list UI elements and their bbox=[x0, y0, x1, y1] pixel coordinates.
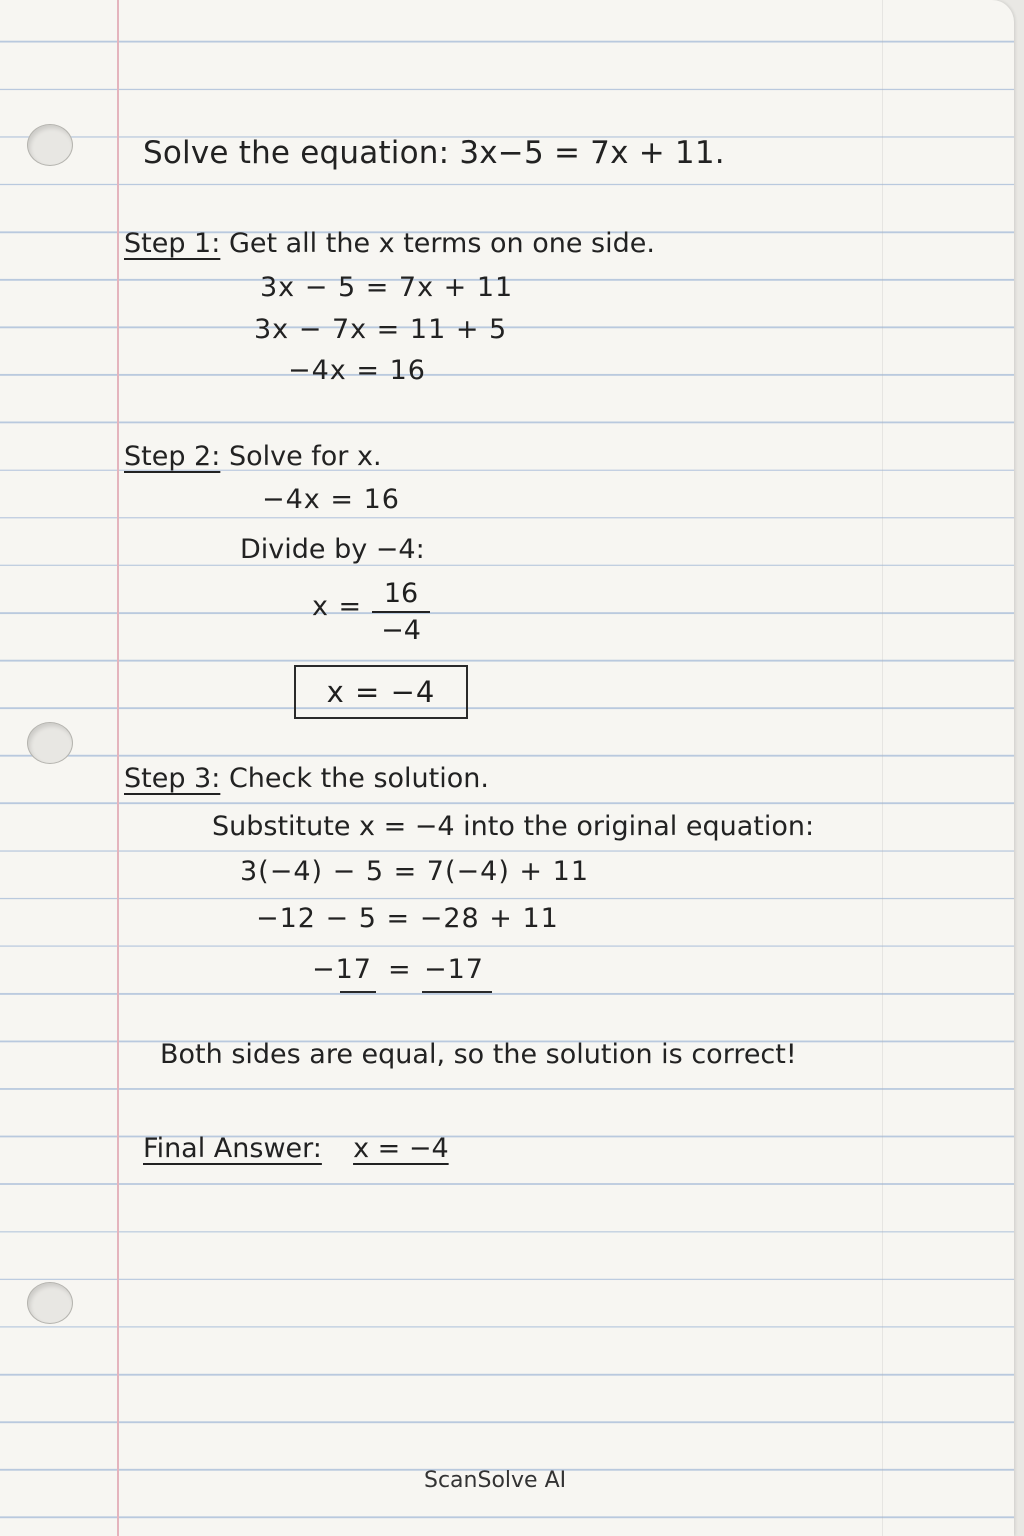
step1-line-2: 3x − 7x = 11 + 5 bbox=[254, 314, 508, 345]
check-equals: = bbox=[388, 954, 412, 985]
conclusion-text: Both sides are equal, so the solution is correct! bbox=[160, 1039, 797, 1070]
step2-line-1: −4x = 16 bbox=[262, 484, 400, 515]
substitute-instruction: Substitute x = −4 into the original equation: bbox=[212, 811, 815, 842]
fraction-bar bbox=[372, 611, 430, 613]
step3-heading bbox=[124, 765, 489, 792]
step1-line-1: 3x − 5 = 7x + 11 bbox=[260, 272, 514, 303]
final-answer-value: x = −4 bbox=[353, 1133, 449, 1164]
step1-heading bbox=[124, 230, 655, 257]
boxed-answer: x = −4 bbox=[294, 665, 468, 719]
binder-hole-top bbox=[27, 124, 73, 166]
check-left-underline bbox=[340, 991, 376, 993]
fraction-numerator: 16 bbox=[383, 578, 419, 609]
check-right-value: −17 bbox=[424, 954, 484, 985]
step3-line-2: −12 − 5 = −28 + 11 bbox=[256, 903, 559, 934]
final-answer bbox=[143, 1135, 449, 1162]
check-left-value: −17 bbox=[312, 954, 372, 985]
step3-label: Step 3: bbox=[124, 763, 221, 794]
step2-text: Solve for x. bbox=[228, 441, 382, 472]
binder-hole-middle bbox=[27, 722, 73, 764]
step1-label: Step 1: bbox=[124, 228, 221, 259]
problem-title: Solve the equation: 3x−5 = 7x + 11. bbox=[143, 135, 725, 171]
binder-hole-bottom bbox=[27, 1282, 73, 1324]
footer-brand: ScanSolve AI bbox=[424, 1468, 567, 1493]
step3-line-1: 3(−4) − 5 = 7(−4) + 11 bbox=[240, 856, 589, 887]
right-margin-line bbox=[882, 0, 883, 1536]
step2-heading bbox=[124, 443, 382, 470]
fraction bbox=[372, 578, 430, 646]
step3-text: Check the solution. bbox=[228, 763, 489, 794]
final-answer-label: Final Answer: bbox=[143, 1133, 322, 1164]
step1-line-3: −4x = 16 bbox=[288, 355, 426, 386]
step1-text: Get all the x terms on one side. bbox=[228, 228, 655, 259]
check-right-underline bbox=[422, 991, 492, 993]
fraction-lhs: x = bbox=[312, 591, 363, 622]
divide-instruction: Divide by −4: bbox=[240, 534, 425, 565]
red-margin-line bbox=[117, 0, 119, 1536]
step2-label: Step 2: bbox=[124, 441, 221, 472]
fraction-denominator: −4 bbox=[381, 615, 421, 647]
